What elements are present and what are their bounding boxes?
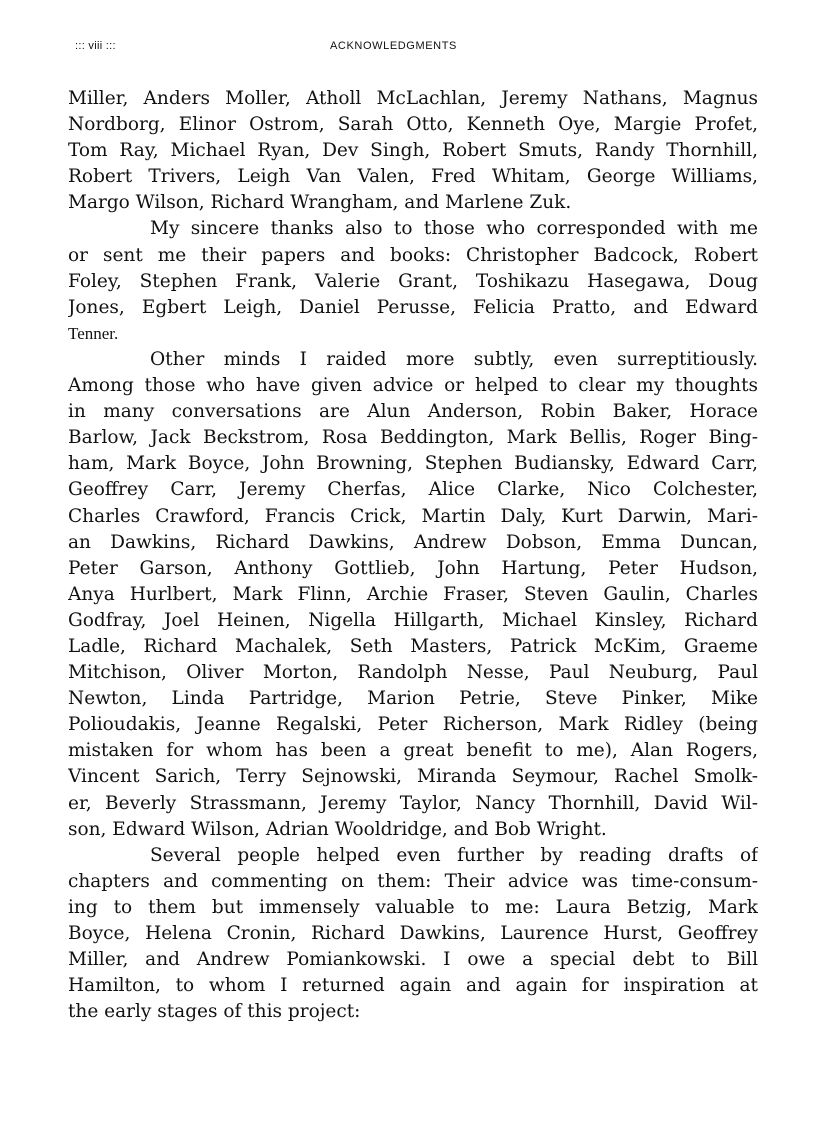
text-line: in many conversations are Alun Anderson, Robin Baker, Horace <box>68 401 758 423</box>
text-line: Charles Crawford, Francis Crick, Martin Daly, Kurt Darwin, Mari- <box>68 505 758 527</box>
text-line: ing to them but immensely valuable to me: Laura Betzig, Mark <box>68 896 758 918</box>
text-line: Ladle, Richard Machalek, Seth Masters, Patrick McKim, Graeme <box>68 635 758 657</box>
text-line: the early stages of this project: <box>68 1001 361 1023</box>
paragraph-continued-names <box>68 86 758 216</box>
text-line: Robert Trivers, Leigh Van Valen, Fred Whitam, George Williams, <box>68 166 758 188</box>
paragraph-reviewers <box>68 843 758 1026</box>
text-line: chapters and commenting on them: Their advice was time-consum- <box>68 870 758 892</box>
text-line: ham, Mark Boyce, John Browning, Stephen Budiansky, Edward Carr, <box>68 453 758 475</box>
text-line: Foley, Stephen Frank, Valerie Grant, Toshikazu Hasegawa, Doug <box>68 270 758 292</box>
page-number: ::: viii ::: <box>75 40 116 52</box>
text-line: Anya Hurlbert, Mark Flinn, Archie Fraser, Steven Gaulin, Charles <box>68 583 758 605</box>
text-line: an Dawkins, Richard Dawkins, Andrew Dobson, Emma Duncan, <box>68 531 758 553</box>
text-line: Newton, Linda Partridge, Marion Petrie, Steve Pinker, Mike <box>68 688 758 710</box>
running-head <box>0 40 816 56</box>
text-line: son, Edward Wilson, Adrian Wooldridge, and Bob Wright. <box>68 818 607 840</box>
text-line: Godfray, Joel Heinen, Nigella Hillgarth, Michael Kinsley, Richard <box>68 609 758 631</box>
text-line: Barlow, Jack Beckstrom, Rosa Beddington, Mark Bellis, Roger Bing- <box>68 427 758 449</box>
text-line: Polioudakis, Jeanne Regalski, Peter Richerson, Mark Ridley (being <box>68 714 758 736</box>
text-line: Vincent Sarich, Terry Sejnowski, Miranda Seymour, Rachel Smolk- <box>68 766 758 788</box>
text-line: Miller, Anders Moller, Atholl McLachlan, Jeremy Nathans, Magnus <box>68 88 758 109</box>
text-line: Tom Ray, Michael Ryan, Dev Singh, Robert Smuts, Randy Thornhill, <box>68 140 758 162</box>
text-line: or sent me their papers and books: Christopher Badcock, Robert <box>68 244 758 266</box>
text-line: Miller, and Andrew Pomiankowski. I owe a special debt to Bill <box>68 949 758 971</box>
text-line: Tenner. <box>68 323 119 343</box>
text-line: er, Beverly Strassmann, Jeremy Taylor, Nancy Thornhill, David Wil- <box>68 792 758 814</box>
text-line: Margo Wilson, Richard Wrangham, and Marlene Zuk. <box>68 192 572 214</box>
text-line: Peter Garson, Anthony Gottlieb, John Hartung, Peter Hudson, <box>68 557 758 579</box>
paragraph-correspondents <box>68 216 758 346</box>
text-line: Jones, Egbert Leigh, Daniel Perusse, Felicia Pratto, and Edward <box>68 296 758 318</box>
text-line: My sincere thanks also to those who corresponded with me <box>150 218 758 240</box>
section-title: ACKNOWLEDGMENTS <box>330 40 457 52</box>
text-line: Geoffrey Carr, Jeremy Cherfas, Alice Clarke, Nico Colchester, <box>68 479 758 501</box>
paragraph-other-minds <box>68 347 758 843</box>
text-line: Boyce, Helena Cronin, Richard Dawkins, Laurence Hurst, Geoffrey <box>68 923 758 944</box>
text-line: Among those who have given advice or helped to clear my thoughts <box>68 375 758 397</box>
body-text <box>68 86 758 1025</box>
text-line: mistaken for whom has been a great benefit to me), Alan Rogers, <box>68 740 758 762</box>
text-line: Mitchison, Oliver Morton, Randolph Nesse, Paul Neuburg, Paul <box>68 662 758 684</box>
text-line: Hamilton, to whom I returned again and again for inspiration at <box>68 975 758 997</box>
text-line: Other minds I raided more subtly, even surreptitiously. <box>150 348 758 370</box>
text-line: Several people helped even further by reading drafts of <box>150 844 758 866</box>
text-line: Nordborg, Elinor Ostrom, Sarah Otto, Kenneth Oye, Margie Profet, <box>68 114 758 136</box>
